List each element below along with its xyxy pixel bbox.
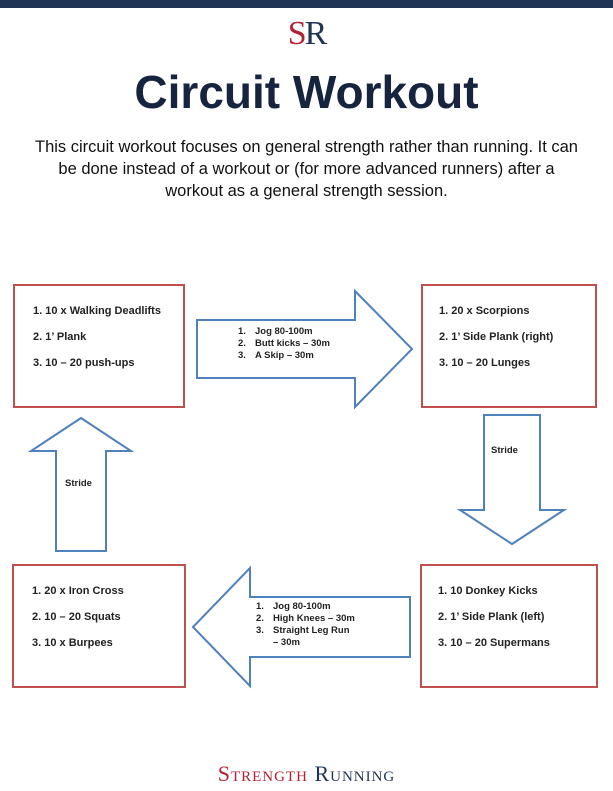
station-top-left [13,284,185,408]
station-item: 2. 10 – 20 Squats [32,611,121,623]
page-title: Circuit Workout [134,66,479,118]
station-item: 3. 10 – 20 Lunges [439,357,531,369]
transition-bottom [256,601,355,649]
station-item: 2. 1’ Side Plank (left) [438,611,545,623]
transition-item: 3. Straight Leg Run [256,625,350,636]
station-item: 1. 10 Donkey Kicks [438,585,538,597]
logo-r: R [304,15,326,52]
station-item: 3. 10 x Burpees [32,637,113,649]
station-item: 1. 20 x Scorpions [439,305,530,317]
station-item: 2. 1’ Plank [33,331,87,343]
station-item: 1. 20 x Iron Cross [32,585,124,597]
transition-top [238,326,330,362]
station-item: 1. 10 x Walking Deadlifts [33,305,161,317]
arrow-down [460,415,564,544]
station-item: 3. 10 – 20 Supermans [438,637,550,649]
station-item: 2. 1’ Side Plank (right) [439,331,554,343]
footer-brand [0,760,613,788]
transition-item: 2. High Knees – 30m [256,613,355,624]
transition-item: – 30m [273,637,300,648]
station-item: 3. 10 – 20 push-ups [33,357,135,369]
transition-item: 1. Jog 80-100m [238,326,313,337]
station-bottom-right [420,564,598,688]
station-top-right [421,284,597,408]
transition-item: 3. A Skip – 30m [238,350,314,361]
stride-label-right: Stride [491,445,518,456]
station-bottom-left [12,564,186,688]
transition-item: 1. Jog 80-100m [256,601,331,612]
logo-s: S [287,15,305,52]
stride-label-left: Stride [65,478,92,489]
footer-brand-running: Running [314,761,396,786]
intro-paragraph: This circuit workout focuses on general strength rather than running. It can be done instead of a workout or (for more advanced runners) after a workout as a general strength session. [35,138,578,200]
footer-brand-strength: Strength [217,761,308,786]
transition-item: 2. Butt kicks – 30m [238,338,330,349]
